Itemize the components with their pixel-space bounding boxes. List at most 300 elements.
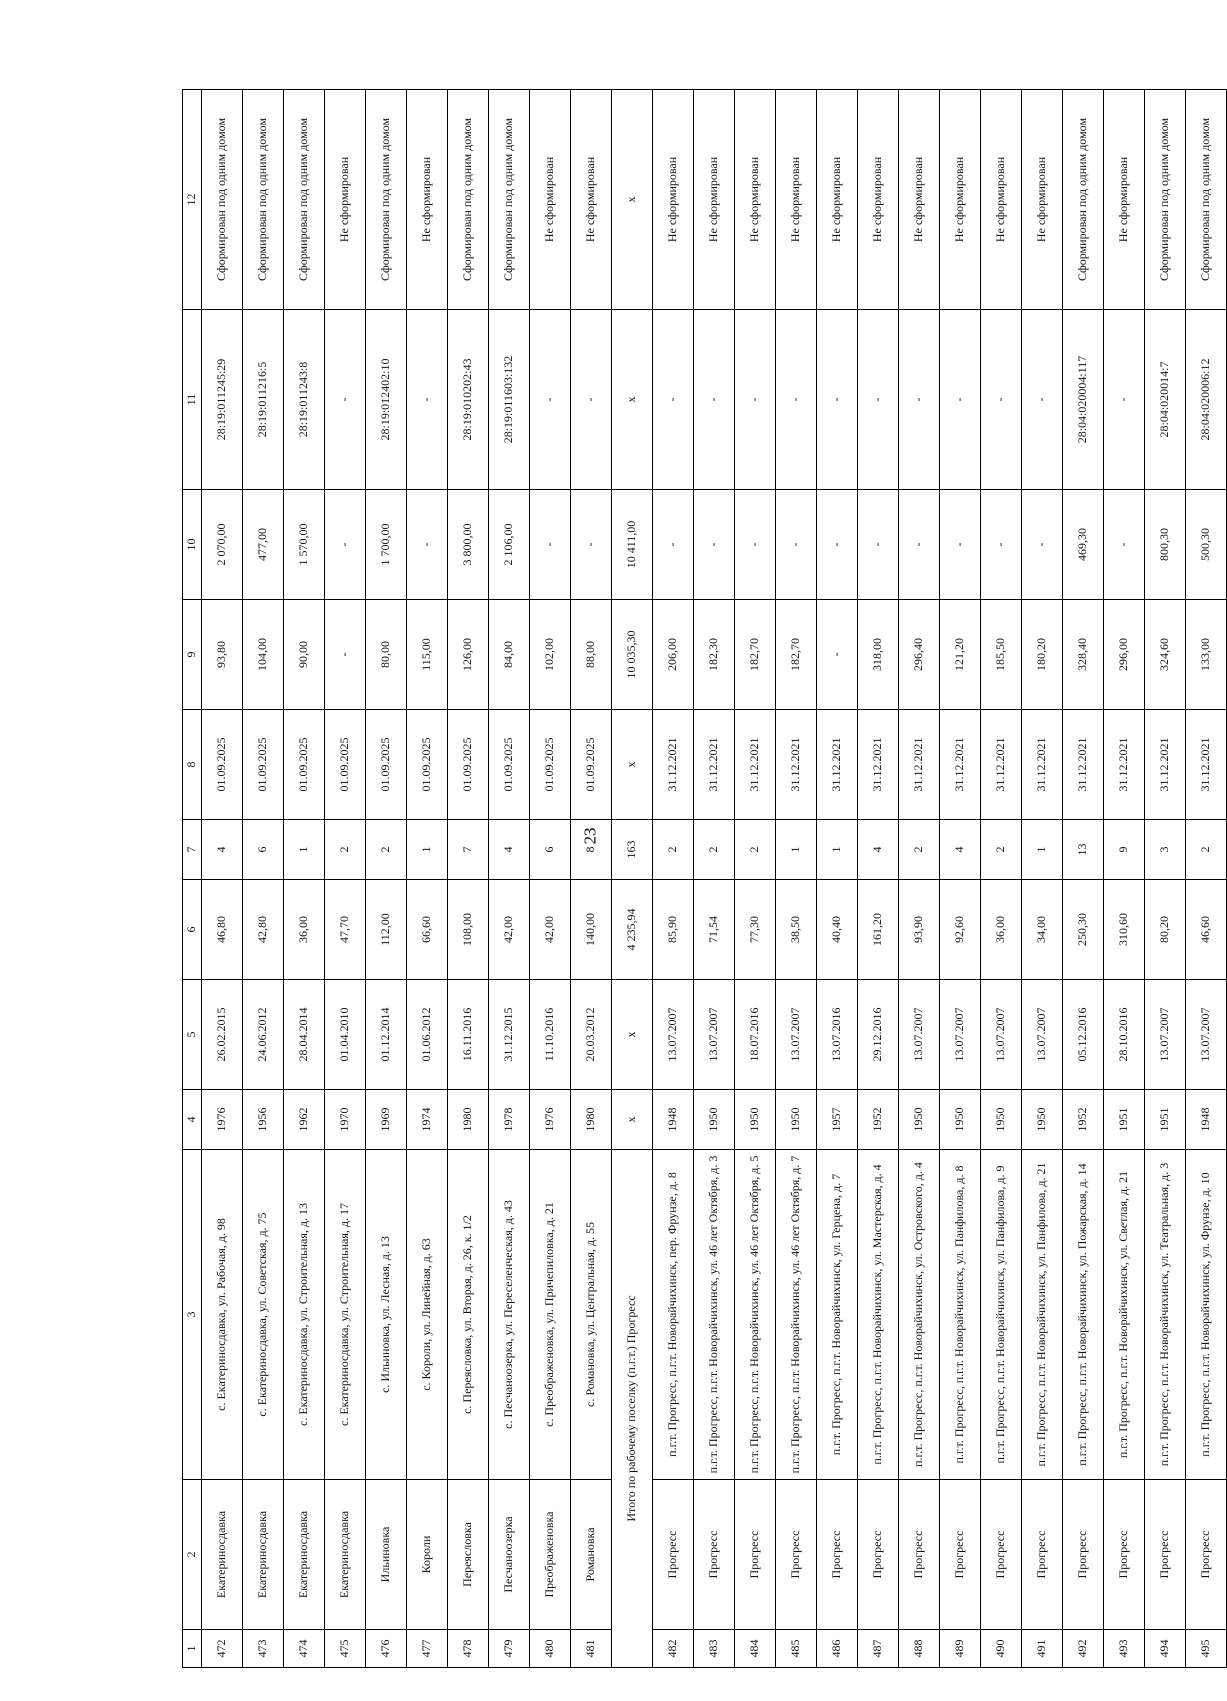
date-recognized-cell: 20.03.2012 [571,980,612,1090]
area-to-relocate-cell: 84,00 [489,600,530,710]
total-cost: 10 411,00 [612,490,653,600]
year-cell: 1980 [448,1090,489,1150]
settlement-cell: Прогресс [776,1480,817,1630]
cost-cell: - [571,490,612,600]
settlement-cell: Прогресс [1022,1480,1063,1630]
total-date-recognized: x [612,980,653,1090]
table-row [981,90,1022,1668]
address-cell: п.г.т. Прогресс, п.г.т. Новорайчихинск, ул. Островского, д. 4 [899,1150,940,1480]
land-status-cell: Не сформирован [899,90,940,310]
table-row [448,90,489,1668]
cadastral-cell: - [530,310,571,490]
address-cell: п.г.т. Прогресс, п.г.т. Новорайчихинск, ул. Панфилова, д. 8 [940,1150,981,1480]
relocation-date-cell: 31.12.2021 [981,710,1022,820]
date-recognized-cell: 16.11.2016 [448,980,489,1090]
residents-cell: 13 [1063,820,1104,880]
row-number: 484 [735,1630,776,1668]
area-cell: 42,00 [530,880,571,980]
cost-cell: - [776,490,817,600]
relocation-date-cell: 01.09.2025 [407,710,448,820]
date-recognized-cell: 13.07.2007 [1186,980,1227,1090]
cadastral-cell: 28:19:011245:29 [202,310,243,490]
table-row [694,90,735,1668]
table-row [243,90,284,1668]
table-row [407,90,448,1668]
cadastral-cell: - [776,310,817,490]
area-cell: 36,00 [981,880,1022,980]
address-cell: п.г.т. Прогресс, п.г.т. Новорайчихинск, ул. Панфилова, д. 21 [1022,1150,1063,1480]
cost-cell: - [653,490,694,600]
date-recognized-cell: 13.07.2007 [981,980,1022,1090]
date-recognized-cell: 28.04.2014 [284,980,325,1090]
area-to-relocate-cell: 80,00 [366,600,407,710]
year-cell: 1950 [899,1090,940,1150]
date-recognized-cell: 18.07.2016 [735,980,776,1090]
row-number: 475 [325,1630,366,1668]
residents-cell: 3 [1145,820,1186,880]
column-number-3: 3 [183,1150,202,1480]
row-number: 492 [1063,1630,1104,1668]
residents-cell: 4 [202,820,243,880]
area-cell: 77,30 [735,880,776,980]
cadastral-cell: 28:19:011216:5 [243,310,284,490]
date-recognized-cell: 01.06.2012 [407,980,448,1090]
cadastral-cell: - [899,310,940,490]
land-status-cell: Не сформирован [530,90,571,310]
register-table [182,89,1227,1668]
cadastral-cell: - [694,310,735,490]
area-to-relocate-cell: 185,50 [981,600,1022,710]
cadastral-cell: - [571,310,612,490]
area-to-relocate-cell: 93,80 [202,600,243,710]
address-cell: п.г.т. Прогресс, п.г.т. Новорайчихинск, ул. Театральная, д. 3 [1145,1150,1186,1480]
settlement-cell: Песчаноозерка [489,1480,530,1630]
table-row [530,90,571,1668]
land-status-cell: Сформирован под одним домом [366,90,407,310]
column-number-1: 1 [183,1630,202,1668]
area-to-relocate-cell: 133,00 [1186,600,1227,710]
total-residents: 163 [612,820,653,880]
row-number: 490 [981,1630,1022,1668]
area-cell: 112,00 [366,880,407,980]
cost-cell: - [530,490,571,600]
column-number-7: 7 [183,820,202,880]
land-status-cell: Не сформирован [571,90,612,310]
year-cell: 1952 [1063,1090,1104,1150]
land-status-cell: Не сформирован [817,90,858,310]
total-area-to-relocate: 10 035,30 [612,600,653,710]
cadastral-cell: 28:19:012402:10 [366,310,407,490]
land-status-cell: Не сформирован [981,90,1022,310]
year-cell: 1948 [653,1090,694,1150]
residents-cell: 1 [1022,820,1063,880]
total-row [612,90,653,1668]
relocation-date-cell: 31.12.2021 [1186,710,1227,820]
date-recognized-cell: 13.07.2007 [694,980,735,1090]
cost-cell: - [981,490,1022,600]
address-cell: п.г.т. Прогресс, п.г.т. Новорайчихинск, ул. Герцена, д. 7 [817,1150,858,1480]
row-number: 473 [243,1630,284,1668]
row-number: 474 [284,1630,325,1668]
land-status-cell: Не сформирован [694,90,735,310]
address-cell: с. Екатериносдавка, ул. Рабочая, д. 98 [202,1150,243,1480]
row-number: 483 [694,1630,735,1668]
area-to-relocate-cell: 324,60 [1145,600,1186,710]
total-relocation-date: x [612,710,653,820]
area-cell: 85,90 [653,880,694,980]
area-to-relocate-cell: 318,00 [858,600,899,710]
area-cell: 93,90 [899,880,940,980]
residents-cell: 2 [735,820,776,880]
column-number-8: 8 [183,710,202,820]
cadastral-cell: - [940,310,981,490]
residents-cell: 2 [366,820,407,880]
settlement-cell: Прогресс [940,1480,981,1630]
year-cell: 1950 [1022,1090,1063,1150]
cost-cell: - [817,490,858,600]
table-row [735,90,776,1668]
relocation-date-cell: 01.09.2025 [489,710,530,820]
cost-cell: 800,30 [1145,490,1186,600]
land-status-cell: Не сформирован [858,90,899,310]
year-cell: 1978 [489,1090,530,1150]
area-to-relocate-cell: 206,00 [653,600,694,710]
page-number: 23 [580,827,600,845]
land-status-cell: Не сформирован [735,90,776,310]
area-cell: 42,80 [243,880,284,980]
area-to-relocate-cell: 296,40 [899,600,940,710]
settlement-cell: Ильиновка [366,1480,407,1630]
row-number: 477 [407,1630,448,1668]
column-number-5: 5 [183,980,202,1090]
area-cell: 108,00 [448,880,489,980]
area-cell: 71,54 [694,880,735,980]
row-number: 489 [940,1630,981,1668]
area-cell: 80,20 [1145,880,1186,980]
address-cell: п.г.т. Прогресс, п.г.т. Новорайчихинск, ул. 46 лет Октября, д. 3 [694,1150,735,1480]
settlement-cell: Прогресс [817,1480,858,1630]
address-cell: п.г.т. Прогресс, п.г.т. Новорайчихинск, ул. Светлая, д. 21 [1104,1150,1145,1480]
area-to-relocate-cell: - [325,600,366,710]
address-cell: с. Екатериносдавка, ул. Строительная, д. 13 [284,1150,325,1480]
relocation-date-cell: 01.09.2025 [284,710,325,820]
relocation-date-cell: 31.12.2021 [653,710,694,820]
row-number: 478 [448,1630,489,1668]
area-to-relocate-cell: 90,00 [284,600,325,710]
row-number: 481 [571,1630,612,1668]
area-to-relocate-cell: 126,00 [448,600,489,710]
address-cell: п.г.т. Прогресс, п.г.т. Новорайчихинск, ул. Мастерская, д. 4 [858,1150,899,1480]
residents-cell: 1 [284,820,325,880]
cost-cell: - [407,490,448,600]
table-row [776,90,817,1668]
area-to-relocate-cell: 182,70 [735,600,776,710]
relocation-date-cell: 01.09.2025 [448,710,489,820]
year-cell: 1969 [366,1090,407,1150]
cost-cell: - [1104,490,1145,600]
settlement-cell: Екатериносдавка [325,1480,366,1630]
relocation-date-cell: 31.12.2021 [776,710,817,820]
relocation-date-cell: 01.09.2025 [366,710,407,820]
cadastral-cell: 28:04:020014:7 [1145,310,1186,490]
residents-cell: 2 [653,820,694,880]
table-row [653,90,694,1668]
date-recognized-cell: 01.12.2014 [366,980,407,1090]
area-cell: 46,80 [202,880,243,980]
date-recognized-cell: 13.07.2007 [1022,980,1063,1090]
cadastral-cell: - [325,310,366,490]
land-status-cell: Не сформирован [653,90,694,310]
area-to-relocate-cell: 182,70 [776,600,817,710]
table-row [940,90,981,1668]
year-cell: 1976 [530,1090,571,1150]
residents-cell: 1 [817,820,858,880]
settlement-cell: Прогресс [653,1480,694,1630]
address-cell: с. Песчаноозерка, ул. Переселенческая, д. 43 [489,1150,530,1480]
table-row [899,90,940,1668]
date-recognized-cell: 13.07.2007 [1145,980,1186,1090]
area-to-relocate-cell: - [817,600,858,710]
land-status-cell: Не сформирован [407,90,448,310]
cadastral-cell: - [1022,310,1063,490]
table-row [202,90,243,1668]
settlement-cell: Преображеновка [530,1480,571,1630]
address-cell: п.г.т. Прогресс, п.г.т. Новорайчихинск, ул. Фрунзе, д. 10 [1186,1150,1227,1480]
address-cell: п.г.т. Прогресс, п.г.т. Новорайчихинск, ул. Панфилова, д. 9 [981,1150,1022,1480]
table-row [489,90,530,1668]
residents-cell: 2 [1186,820,1227,880]
year-cell: 1962 [284,1090,325,1150]
date-recognized-cell: 11.10.2016 [530,980,571,1090]
year-cell: 1976 [202,1090,243,1150]
address-cell: с. Короли, ул. Линейная, д. 63 [407,1150,448,1480]
year-cell: 1952 [858,1090,899,1150]
settlement-cell: Прогресс [735,1480,776,1630]
area-to-relocate-cell: 296,00 [1104,600,1145,710]
settlement-cell: Екатериносдавка [284,1480,325,1630]
relocation-date-cell: 31.12.2021 [694,710,735,820]
area-cell: 66,60 [407,880,448,980]
cost-cell: - [899,490,940,600]
row-number: 495 [1186,1630,1227,1668]
cost-cell: 1 700,00 [366,490,407,600]
land-status-cell: Сформирован под одним домом [202,90,243,310]
cost-cell: 2 106,00 [489,490,530,600]
area-cell: 161,20 [858,880,899,980]
area-to-relocate-cell: 328,40 [1063,600,1104,710]
residents-cell: 1 [776,820,817,880]
total-land-status: x [612,90,653,310]
residents-cell: 6 [243,820,284,880]
cadastral-cell: - [653,310,694,490]
cadastral-cell: - [407,310,448,490]
cadastral-cell: - [817,310,858,490]
area-cell: 47,70 [325,880,366,980]
row-number: 476 [366,1630,407,1668]
year-cell: 1950 [940,1090,981,1150]
column-number-11: 11 [183,310,202,490]
area-to-relocate-cell: 102,00 [530,600,571,710]
settlement-cell: Прогресс [694,1480,735,1630]
date-recognized-cell: 05.12.2016 [1063,980,1104,1090]
area-cell: 46,60 [1186,880,1227,980]
residents-cell: 2 [899,820,940,880]
row-number: 487 [858,1630,899,1668]
relocation-date-cell: 01.09.2025 [571,710,612,820]
settlement-cell: Прогресс [981,1480,1022,1630]
cadastral-cell: 28:19:010202:43 [448,310,489,490]
row-number: 485 [776,1630,817,1668]
settlement-cell: Прогресс [1145,1480,1186,1630]
year-cell: 1980 [571,1090,612,1150]
row-number: 479 [489,1630,530,1668]
table-row [1022,90,1063,1668]
year-cell: 1957 [817,1090,858,1150]
address-cell: с. Екатериносдавка, ул. Советская, д. 75 [243,1150,284,1480]
cost-cell: - [694,490,735,600]
year-cell: 1950 [735,1090,776,1150]
table-row [1186,90,1227,1668]
row-number: 493 [1104,1630,1145,1668]
table-row [366,90,407,1668]
address-cell: с. Переясловка, ул. Вторая, д. 26, к. 1/2 [448,1150,489,1480]
year-cell: 1950 [981,1090,1022,1150]
address-cell: с. Ильиновка, ул. Лесная, д. 13 [366,1150,407,1480]
relocation-date-cell: 31.12.2021 [735,710,776,820]
cadastral-cell: 28:19:011603:132 [489,310,530,490]
date-recognized-cell: 01.04.2010 [325,980,366,1090]
relocation-date-cell: 31.12.2021 [940,710,981,820]
land-status-cell: Сформирован под одним домом [243,90,284,310]
land-status-cell: Не сформирован [325,90,366,310]
land-status-cell: Не сформирован [940,90,981,310]
row-number: 488 [899,1630,940,1668]
cadastral-cell: - [1104,310,1145,490]
year-cell: 1956 [243,1090,284,1150]
cadastral-cell: 28:19:011243:8 [284,310,325,490]
total-year: x [612,1090,653,1150]
relocation-date-cell: 01.09.2025 [530,710,571,820]
date-recognized-cell: 13.07.2007 [653,980,694,1090]
settlement-cell: Прогресс [1063,1480,1104,1630]
land-status-cell: Сформирован под одним домом [1145,90,1186,310]
cadastral-cell: - [981,310,1022,490]
row-number: 494 [1145,1630,1186,1668]
date-recognized-cell: 13.07.2007 [940,980,981,1090]
settlement-cell: Переясловка [448,1480,489,1630]
cost-cell: 477,00 [243,490,284,600]
total-label: Итого по рабочему поселку (п.г.т.) Прогресс [612,1150,653,1668]
column-number-9: 9 [183,600,202,710]
table-row [858,90,899,1668]
area-to-relocate-cell: 121,20 [940,600,981,710]
land-status-cell: Сформирован под одним домом [1186,90,1227,310]
row-number: 482 [653,1630,694,1668]
area-cell: 38,50 [776,880,817,980]
area-cell: 92,60 [940,880,981,980]
residents-cell: 2 [325,820,366,880]
cadastral-cell: - [735,310,776,490]
address-cell: п.г.т. Прогресс, п.г.т. Новорайчихинск, пер. Фрунзе, д. 8 [653,1150,694,1480]
settlement-cell: Прогресс [1104,1480,1145,1630]
column-number-row [183,90,202,1668]
cost-cell: - [1022,490,1063,600]
address-cell: с. Екатериносдавка, ул. Строительная, д. 17 [325,1150,366,1480]
land-status-cell: Не сформирован [776,90,817,310]
column-number-2: 2 [183,1480,202,1630]
row-number: 486 [817,1630,858,1668]
year-cell: 1950 [776,1090,817,1150]
date-recognized-cell: 29.12.2016 [858,980,899,1090]
land-status-cell: Не сформирован [1104,90,1145,310]
year-cell: 1950 [694,1090,735,1150]
cost-cell: 469,30 [1063,490,1104,600]
year-cell: 1974 [407,1090,448,1150]
cadastral-cell: - [858,310,899,490]
land-status-cell: Сформирован под одним домом [489,90,530,310]
date-recognized-cell: 28.10.2016 [1104,980,1145,1090]
land-status-cell: Сформирован под одним домом [448,90,489,310]
area-to-relocate-cell: 88,00 [571,600,612,710]
residents-cell: 4 [858,820,899,880]
date-recognized-cell: 13.07.2007 [776,980,817,1090]
area-to-relocate-cell: 180,20 [1022,600,1063,710]
date-recognized-cell: 13.07.2007 [899,980,940,1090]
table-row [284,90,325,1668]
total-cadastral: x [612,310,653,490]
relocation-date-cell: 01.09.2025 [202,710,243,820]
row-number: 472 [202,1630,243,1668]
area-to-relocate-cell: 182,30 [694,600,735,710]
settlement-cell: Екатериносдавка [202,1480,243,1630]
residents-cell: 8 [571,820,612,880]
settlement-cell: Романовка [571,1480,612,1630]
year-cell: 1948 [1186,1090,1227,1150]
table-row [571,90,612,1668]
cadastral-cell: 28:04:020006:12 [1186,310,1227,490]
relocation-date-cell: 31.12.2021 [1145,710,1186,820]
column-number-12: 12 [183,90,202,310]
residents-cell: 6 [530,820,571,880]
area-cell: 34,00 [1022,880,1063,980]
residents-cell: 2 [694,820,735,880]
total-area: 4 235,94 [612,880,653,980]
area-cell: 42,00 [489,880,530,980]
settlement-cell: Прогресс [1186,1480,1227,1630]
relocation-date-cell: 01.09.2025 [325,710,366,820]
relocation-date-cell: 31.12.2021 [1104,710,1145,820]
date-recognized-cell: 24.06.2012 [243,980,284,1090]
year-cell: 1951 [1145,1090,1186,1150]
area-cell: 36,00 [284,880,325,980]
address-cell: п.г.т. Прогресс, п.г.т. Новорайчихинск, ул. 46 лет Октября, д. 7 [776,1150,817,1480]
land-status-cell: Сформирован под одним домом [1063,90,1104,310]
date-recognized-cell: 31.12.2015 [489,980,530,1090]
settlement-cell: Прогресс [858,1480,899,1630]
table-row [817,90,858,1668]
rotated-table-wrapper [182,90,1213,1668]
address-cell: с. Преображеновка, ул. Причепиловка, д. 21 [530,1150,571,1480]
cadastral-cell: 28:04:020004:117 [1063,310,1104,490]
column-number-6: 6 [183,880,202,980]
residents-cell: 4 [489,820,530,880]
area-cell: 250,30 [1063,880,1104,980]
settlement-cell: Прогресс [899,1480,940,1630]
table-row [1104,90,1145,1668]
cost-cell: 1 570,00 [284,490,325,600]
row-number: 480 [530,1630,571,1668]
year-cell: 1970 [325,1090,366,1150]
